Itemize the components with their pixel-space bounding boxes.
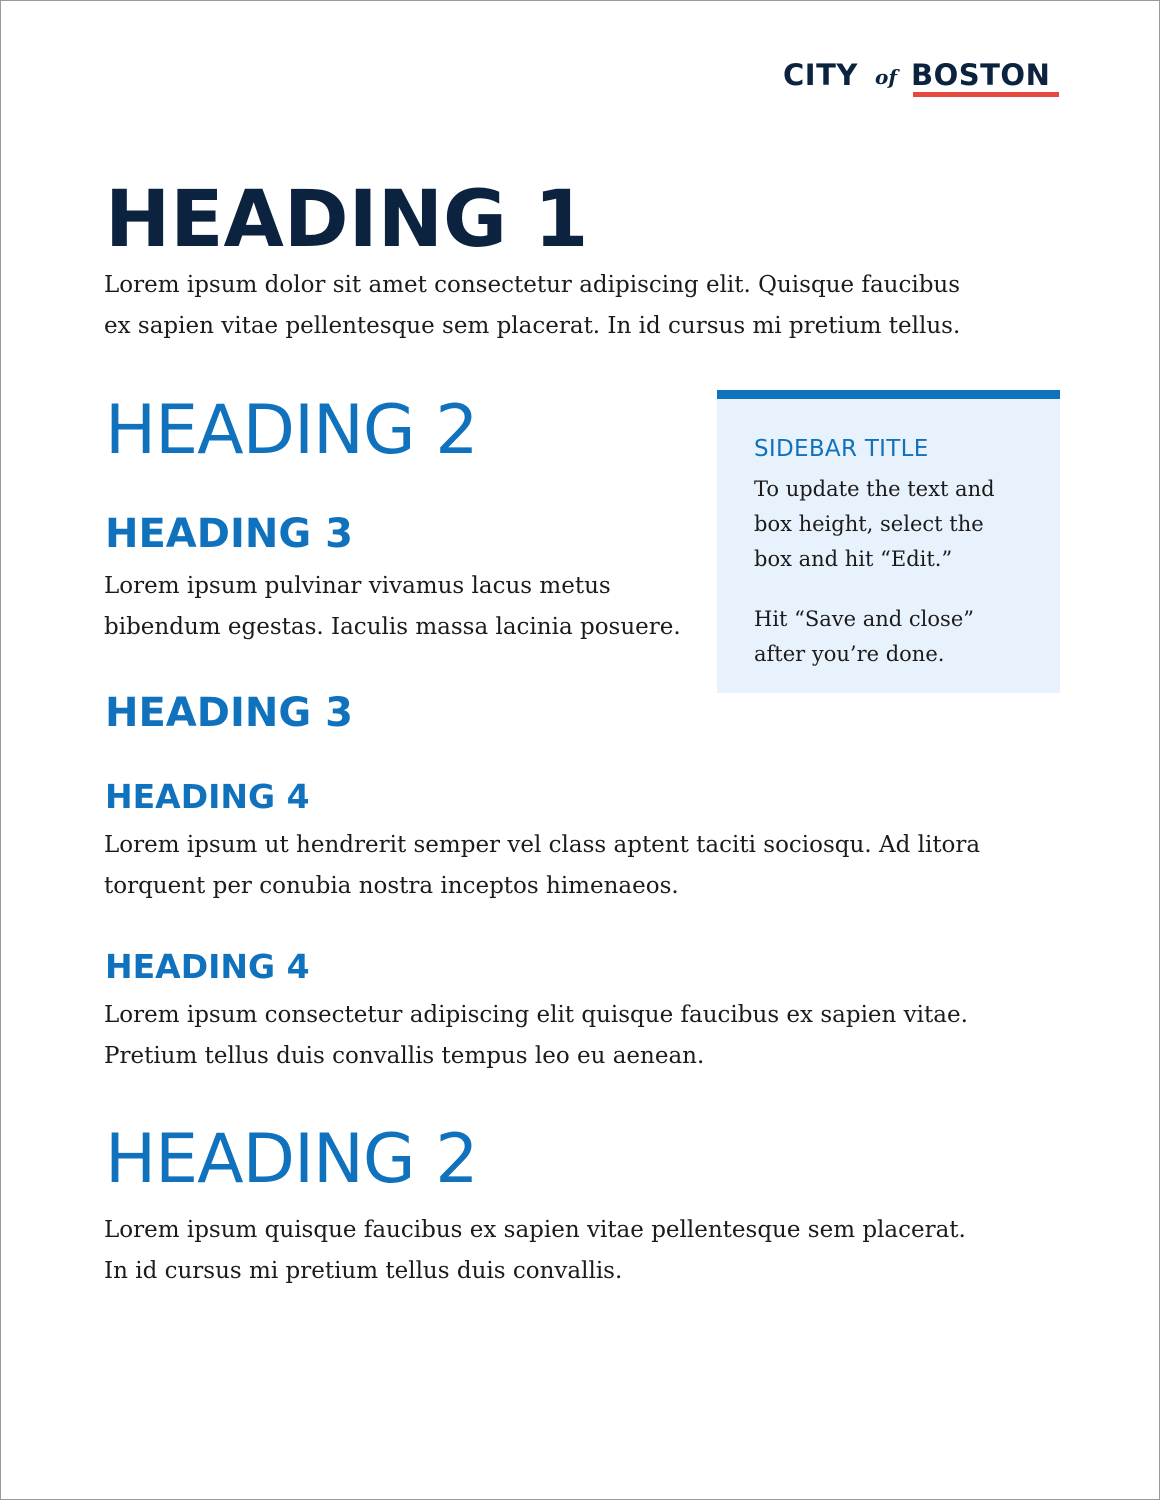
heading-1: HEADING 1 xyxy=(105,175,589,265)
paragraph-4 xyxy=(104,1210,966,1292)
logo-boston-text: BOSTON xyxy=(911,58,1051,92)
sidebar-box xyxy=(717,390,1060,693)
logo-of-text: of xyxy=(875,65,897,89)
intro-line-2: ex sapien vitae pellentesque sem placerat. In id cursus mi pretium tellus. xyxy=(104,313,961,339)
heading-2-second: HEADING 2 xyxy=(105,1120,478,1199)
sidebar-paragraph-2 xyxy=(754,602,974,672)
city-of-boston-logo xyxy=(783,57,1063,101)
intro-line-1: Lorem ipsum dolor sit amet consectetur adipiscing elit. Quisque faucibus xyxy=(104,272,961,298)
heading-4-first: HEADING 4 xyxy=(105,777,310,816)
paragraph-1-line-2: bibendum egestas. Iaculis massa lacinia posuere. xyxy=(104,614,681,640)
logo-underline xyxy=(913,92,1059,97)
paragraph-2-line-2: torquent per conubia nostra inceptos himenaeos. xyxy=(104,873,679,899)
logo-city-text: CITY xyxy=(783,58,858,92)
intro-paragraph xyxy=(104,265,960,347)
heading-4-second: HEADING 4 xyxy=(105,947,310,986)
sidebar-paragraph-1-line-1: To update the text and xyxy=(754,477,995,501)
paragraph-3-line-2: Pretium tellus duis convallis tempus leo eu aenean. xyxy=(104,1043,705,1069)
sidebar-paragraph-1-line-3: box and hit “Edit.” xyxy=(754,547,953,571)
paragraph-3-line-1: Lorem ipsum consectetur adipiscing elit quisque faucibus ex sapien vitae. xyxy=(104,1002,968,1028)
paragraph-1 xyxy=(104,566,681,648)
sidebar-paragraph-2-line-1: Hit “Save and close” xyxy=(754,607,974,631)
sidebar-paragraph-1 xyxy=(754,472,995,577)
heading-3-first: HEADING 3 xyxy=(105,511,353,557)
heading-3-second: HEADING 3 xyxy=(105,690,353,736)
paragraph-2 xyxy=(104,825,980,907)
sidebar-paragraph-1-line-2: box height, select the xyxy=(754,512,984,536)
sidebar-paragraph-2-line-2: after you’re done. xyxy=(754,642,945,666)
paragraph-4-line-2: In id cursus mi pretium tellus duis convallis. xyxy=(104,1258,623,1284)
paragraph-1-line-1: Lorem ipsum pulvinar vivamus lacus metus xyxy=(104,573,611,599)
paragraph-3 xyxy=(104,995,968,1077)
paragraph-2-line-1: Lorem ipsum ut hendrerit semper vel class aptent taciti sociosqu. Ad litora xyxy=(104,832,981,858)
heading-2-first: HEADING 2 xyxy=(105,391,478,470)
sidebar-title: SIDEBAR TITLE xyxy=(754,436,929,462)
paragraph-4-line-1: Lorem ipsum quisque faucibus ex sapien vitae pellentesque sem placerat. xyxy=(104,1217,966,1243)
